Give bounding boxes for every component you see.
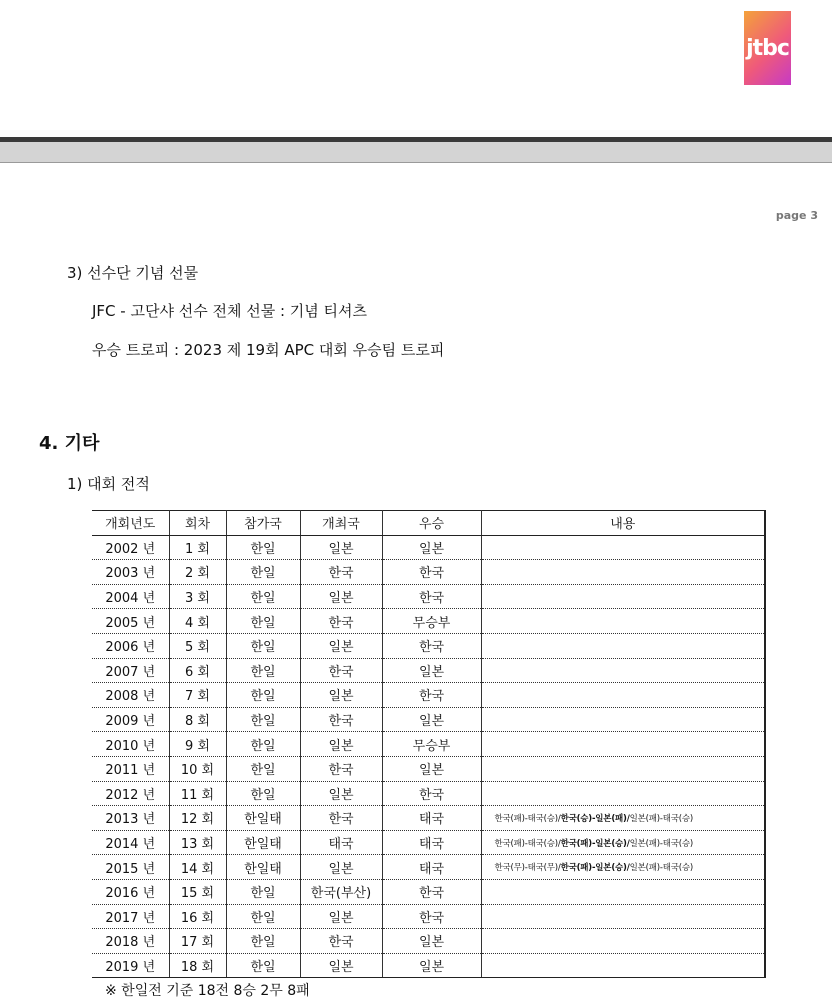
cell-host: 일본 <box>300 904 382 929</box>
header-winner: 우승 <box>382 511 481 536</box>
cell-year: 2003 년 <box>92 560 169 585</box>
cell-round: 6 회 <box>169 658 226 683</box>
cell-round: 13 회 <box>169 830 226 855</box>
table-row <box>92 658 765 683</box>
cell-details <box>481 633 765 658</box>
table-row <box>92 929 765 954</box>
cell-details <box>481 732 765 757</box>
table-row <box>92 707 765 732</box>
cell-winner: 한국 <box>382 584 481 609</box>
cell-year: 2017 년 <box>92 904 169 929</box>
cell-year: 2007 년 <box>92 658 169 683</box>
table-row <box>92 535 765 560</box>
details-text: 일본(패)-태국(승) <box>629 838 694 849</box>
section-3-line-2: 우승 트로피 : 2023 제 19회 APC 대회 우승팀 트로피 <box>92 341 445 359</box>
header-details: 내용 <box>481 511 765 536</box>
jtbc-logo <box>744 11 791 85</box>
cell-round: 16 회 <box>169 904 226 929</box>
cell-round: 10 회 <box>169 756 226 781</box>
details-text: 한국(패)-태국(승)/ <box>494 838 561 849</box>
cell-year: 2006 년 <box>92 633 169 658</box>
table-row <box>92 609 765 634</box>
cell-round: 7 회 <box>169 683 226 708</box>
cell-round: 1 회 <box>169 535 226 560</box>
cell-host: 일본 <box>300 584 382 609</box>
cell-host: 한국 <box>300 756 382 781</box>
cell-details <box>481 609 765 634</box>
cell-countries: 한일 <box>226 781 300 806</box>
cell-round: 11 회 <box>169 781 226 806</box>
table-row <box>92 756 765 781</box>
cell-year: 2015 년 <box>92 855 169 880</box>
cell-year: 2012 년 <box>92 781 169 806</box>
section-4-subheading: 1) 대회 전적 <box>67 475 150 493</box>
cell-host: 태국 <box>300 830 382 855</box>
cell-winner: 한국 <box>382 560 481 585</box>
cell-details <box>481 953 765 978</box>
table-header-row <box>92 511 765 536</box>
cell-countries: 한일 <box>226 584 300 609</box>
page-number: page 3 <box>775 209 818 222</box>
header-year: 개회년도 <box>92 511 169 536</box>
table-row <box>92 560 765 585</box>
cell-countries: 한일태 <box>226 855 300 880</box>
cell-year: 2016 년 <box>92 879 169 904</box>
section-3-title: 3) 선수단 기념 선물 <box>67 264 199 282</box>
cell-countries: 한일 <box>226 707 300 732</box>
cell-details <box>481 683 765 708</box>
cell-host: 일본 <box>300 535 382 560</box>
cell-year: 2014 년 <box>92 830 169 855</box>
details-text: 일본(패)-태국(승) <box>629 863 694 874</box>
cell-winner: 한국 <box>382 781 481 806</box>
cell-year: 2019 년 <box>92 953 169 978</box>
cell-winner: 태국 <box>382 830 481 855</box>
cell-host: 한국 <box>300 560 382 585</box>
cell-details <box>481 830 765 855</box>
cell-round: 9 회 <box>169 732 226 757</box>
cell-host: 한국(부산) <box>300 879 382 904</box>
header-countries: 참가국 <box>226 511 300 536</box>
cell-countries: 한일 <box>226 683 300 708</box>
cell-year: 2008 년 <box>92 683 169 708</box>
table-row <box>92 953 765 978</box>
cell-countries: 한일태 <box>226 806 300 831</box>
cell-winner: 일본 <box>382 953 481 978</box>
cell-countries: 한일 <box>226 732 300 757</box>
cell-round: 15 회 <box>169 879 226 904</box>
cell-host: 일본 <box>300 633 382 658</box>
cell-host: 일본 <box>300 732 382 757</box>
cell-winner: 일본 <box>382 707 481 732</box>
cell-year: 2011 년 <box>92 756 169 781</box>
cell-details <box>481 929 765 954</box>
header-rule-light <box>0 142 832 163</box>
cell-winner: 태국 <box>382 806 481 831</box>
header-round: 회차 <box>169 511 226 536</box>
table-row <box>92 879 765 904</box>
cell-countries: 한일 <box>226 633 300 658</box>
cell-host: 일본 <box>300 953 382 978</box>
cell-host: 일본 <box>300 683 382 708</box>
cell-year: 2002 년 <box>92 535 169 560</box>
cell-winner: 한국 <box>382 879 481 904</box>
table-row <box>92 683 765 708</box>
cell-details <box>481 781 765 806</box>
section-4-heading: 4. 기타 <box>39 433 100 454</box>
cell-round: 8 회 <box>169 707 226 732</box>
table-row <box>92 904 765 929</box>
cell-round: 3 회 <box>169 584 226 609</box>
header-host: 개최국 <box>300 511 382 536</box>
cell-details <box>481 806 765 831</box>
cell-host: 한국 <box>300 609 382 634</box>
cell-year: 2004 년 <box>92 584 169 609</box>
table-row <box>92 633 765 658</box>
table-row <box>92 855 765 880</box>
results-table <box>92 510 766 978</box>
cell-details <box>481 879 765 904</box>
cell-year: 2010 년 <box>92 732 169 757</box>
cell-host: 한국 <box>300 658 382 683</box>
footnote: ※ 한일전 기준 18전 8승 2무 8패 <box>105 983 310 999</box>
cell-round: 4 회 <box>169 609 226 634</box>
cell-winner: 일본 <box>382 756 481 781</box>
cell-winner: 무승부 <box>382 732 481 757</box>
cell-year: 2018 년 <box>92 929 169 954</box>
cell-details <box>481 584 765 609</box>
logo-text: jtbc <box>746 35 789 61</box>
cell-countries: 한일 <box>226 929 300 954</box>
cell-winner: 한국 <box>382 633 481 658</box>
cell-host: 일본 <box>300 855 382 880</box>
cell-round: 18 회 <box>169 953 226 978</box>
cell-details <box>481 707 765 732</box>
cell-details <box>481 904 765 929</box>
cell-details <box>481 855 765 880</box>
details-text: 한국(무)-태국(무)/ <box>494 863 561 874</box>
cell-winner: 한국 <box>382 683 481 708</box>
details-text: 일본(패)-태국(승) <box>629 813 694 824</box>
cell-round: 17 회 <box>169 929 226 954</box>
table-row <box>92 584 765 609</box>
table-row <box>92 830 765 855</box>
cell-host: 한국 <box>300 929 382 954</box>
cell-details <box>481 658 765 683</box>
cell-countries: 한일태 <box>226 830 300 855</box>
cell-round: 2 회 <box>169 560 226 585</box>
cell-year: 2009 년 <box>92 707 169 732</box>
cell-details <box>481 560 765 585</box>
cell-winner: 일본 <box>382 535 481 560</box>
details-text-bold: 한국(승)-일본(패)/ <box>560 813 630 824</box>
cell-countries: 한일 <box>226 535 300 560</box>
table-row <box>92 781 765 806</box>
table-row <box>92 732 765 757</box>
cell-host: 일본 <box>300 781 382 806</box>
table-row <box>92 806 765 831</box>
cell-round: 5 회 <box>169 633 226 658</box>
section-3-line-1: JFC - 고단샤 선수 전체 선물 : 기념 티셔츠 <box>92 302 367 320</box>
cell-details <box>481 535 765 560</box>
cell-year: 2013 년 <box>92 806 169 831</box>
cell-countries: 한일 <box>226 609 300 634</box>
cell-countries: 한일 <box>226 953 300 978</box>
cell-year: 2005 년 <box>92 609 169 634</box>
cell-winner: 태국 <box>382 855 481 880</box>
details-text-bold: 한국(패)-일본(승)/ <box>560 838 630 849</box>
cell-winner: 일본 <box>382 658 481 683</box>
cell-details <box>481 756 765 781</box>
cell-host: 한국 <box>300 707 382 732</box>
cell-countries: 한일 <box>226 658 300 683</box>
details-text: 한국(패)-태국(승)/ <box>494 813 561 824</box>
cell-winner: 일본 <box>382 929 481 954</box>
cell-countries: 한일 <box>226 904 300 929</box>
cell-countries: 한일 <box>226 756 300 781</box>
cell-winner: 무승부 <box>382 609 481 634</box>
cell-countries: 한일 <box>226 560 300 585</box>
cell-round: 14 회 <box>169 855 226 880</box>
details-text-bold: 한국(패)-일본(승)/ <box>560 863 630 874</box>
cell-winner: 한국 <box>382 904 481 929</box>
cell-host: 한국 <box>300 806 382 831</box>
cell-countries: 한일 <box>226 879 300 904</box>
cell-round: 12 회 <box>169 806 226 831</box>
